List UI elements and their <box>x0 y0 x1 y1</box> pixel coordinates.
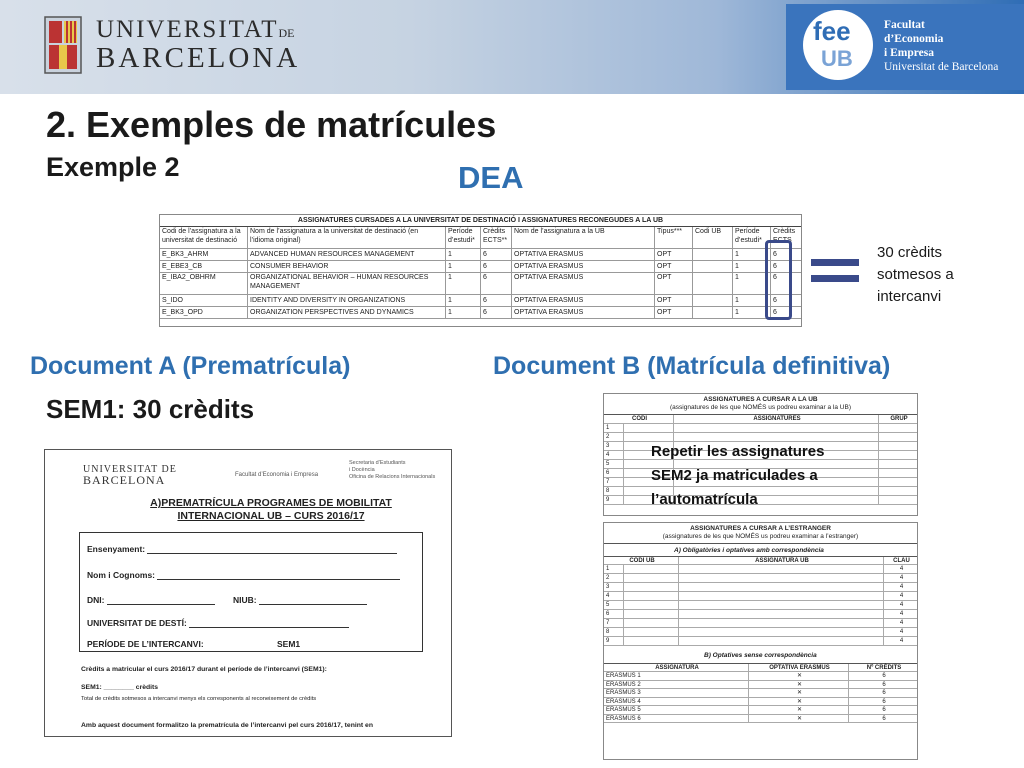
table-cell: 4 <box>604 592 624 600</box>
table-cell: 6 <box>773 297 777 304</box>
abroad-subjects-heading-line: ASSIGNATURES A CURSAR A L’ESTRANGER <box>690 525 831 532</box>
credits-note <box>877 242 954 308</box>
table-cell: ✕ <box>749 698 849 706</box>
table-cell: ERASMUS 3 <box>604 689 749 697</box>
repeat-note-line: SEM2 ja matriculades a <box>651 467 818 484</box>
table-row <box>604 672 917 681</box>
table-cell <box>679 637 884 645</box>
form-total-line: Total de crèdits sotmesos a intercanvi menys els corresponents al reconeixement de crèdits <box>81 696 317 702</box>
table-row <box>604 565 917 574</box>
table-row <box>604 424 917 433</box>
equals-sign-bottom <box>811 275 859 282</box>
table-cell: 9 <box>604 496 624 504</box>
faculty-line: d’Economia <box>884 33 944 45</box>
table-row <box>604 574 917 583</box>
table-cell <box>693 249 733 260</box>
table-row <box>604 681 917 690</box>
column-header: ASSIGNATURA UB <box>679 557 884 564</box>
column-header: Tipus*** <box>655 227 693 248</box>
equals-sign-top <box>811 259 859 266</box>
table-cell: E_IBA2_OBHRM <box>160 273 248 294</box>
table-cell: 4 <box>899 620 904 626</box>
form-title-line: INTERNACIONAL UB – CURS 2016/17 <box>177 510 365 522</box>
table-cell: OPT <box>655 249 693 260</box>
form-sem1-credits: SEM1: ________ crèdits <box>81 684 159 691</box>
table-cell: 6 <box>882 715 886 722</box>
ub-subjects-heading-line: ASSIGNATURES A CURSAR A LA UB <box>703 396 818 403</box>
table-cell: IDENTITY AND DIVERSITY IN ORGANIZATIONS <box>248 295 446 306</box>
table-cell: 1 <box>733 307 771 318</box>
table-cell <box>693 273 733 294</box>
field-label: PERÍODE DE L’INTERCANVI: <box>87 639 204 649</box>
dea-table <box>159 214 802 327</box>
column-header: Període d’estudi* <box>733 227 771 248</box>
table-row <box>160 261 801 273</box>
table-cell: OPTATIVA ERASMUS <box>512 307 655 318</box>
table-row <box>604 619 917 628</box>
fee-logo-circle <box>803 10 873 80</box>
table-row <box>160 295 801 307</box>
column-header: GRUP <box>890 416 908 422</box>
ub-line2: BARCELONA <box>96 42 301 74</box>
table-row <box>160 307 801 319</box>
column-header: Període d’estudi* <box>446 227 481 248</box>
column-header: OPTATIVA ERASMUS <box>749 664 849 671</box>
table-cell <box>679 574 884 582</box>
table-cell: 1 <box>733 249 771 260</box>
table-cell: 7 <box>604 478 624 486</box>
table-cell: E_BK3_OPD <box>160 307 248 318</box>
section-b-label: B) Optatives sense correspondència <box>704 652 817 659</box>
table-cell: 6 <box>773 251 777 258</box>
table-cell: 1 <box>733 261 771 272</box>
table-cell: ✕ <box>749 715 849 723</box>
table-cell: 6 <box>882 698 886 705</box>
table-cell: 5 <box>604 460 624 468</box>
table-cell: 1 <box>733 295 771 306</box>
dea-table-body <box>160 249 801 319</box>
table-cell <box>624 583 679 591</box>
table-cell: ✕ <box>749 681 849 689</box>
form-secretaria-line: Oficina de Relacions Internacionals <box>349 474 436 480</box>
field-line[interactable] <box>147 545 397 554</box>
ub-subjects-heading <box>604 394 917 415</box>
field-label: Nom i Cognoms: <box>87 570 155 580</box>
table-cell: 6 <box>481 307 512 318</box>
credits-highlight <box>765 240 792 320</box>
table-cell: 6 <box>773 309 777 316</box>
form-secretaria-line: Secretaria d’Estudiants <box>349 460 406 466</box>
dea-table-header-row <box>160 227 801 249</box>
table-cell: 2 <box>604 574 624 582</box>
table-cell: 1 <box>446 273 481 294</box>
table-cell <box>879 451 917 459</box>
table-cell <box>624 574 679 582</box>
table-cell: 1 <box>446 249 481 260</box>
table-cell <box>693 307 733 318</box>
table-cell: E_BK3_AHRM <box>160 249 248 260</box>
abroad-a-body <box>604 565 917 646</box>
column-header: CODI UB <box>604 557 679 564</box>
table-cell: CONSUMER BEHAVIOR <box>248 261 446 272</box>
table-row <box>604 592 917 601</box>
table-cell <box>679 601 884 609</box>
form-ub-line: BARCELONA <box>83 473 166 487</box>
table-cell: ORGANIZATIONAL BEHAVIOR – HUMAN RESOURCES MANAGEMENT <box>248 273 446 294</box>
table-cell: OPTATIVA ERASMUS <box>512 273 655 294</box>
table-cell: 4 <box>899 638 904 644</box>
table-cell <box>679 628 884 636</box>
table-cell: 7 <box>604 619 624 627</box>
faculty-line: Universitat de Barcelona <box>884 61 999 73</box>
table-cell <box>624 619 679 627</box>
table-cell <box>879 424 917 432</box>
table-cell <box>693 261 733 272</box>
table-cell: 8 <box>604 487 624 495</box>
table-row <box>604 715 917 724</box>
form-secretaria <box>349 460 435 481</box>
table-cell: 6 <box>481 273 512 294</box>
table-cell: 4 <box>899 629 904 635</box>
ub-subjects-heading-line: (assignatures de les que NOMÉS us podreu examinar a la UB) <box>669 404 851 411</box>
table-cell <box>674 424 879 432</box>
table-cell: OPT <box>655 295 693 306</box>
table-cell: 6 <box>882 707 886 713</box>
column-header: ASSIGNATURA <box>604 664 749 671</box>
table-cell: OPTATIVA ERASMUS <box>512 249 655 260</box>
table-cell <box>693 295 733 306</box>
form-faculty: Facultat d’Economia i Empresa <box>235 472 319 478</box>
table-cell: 4 <box>899 566 904 572</box>
table-cell: ADVANCED HUMAN RESOURCES MANAGEMENT <box>248 249 446 260</box>
field-universitat <box>87 618 349 628</box>
form-ub-logo <box>83 464 177 486</box>
table-row <box>604 698 917 707</box>
table-cell: 1 <box>446 295 481 306</box>
repeat-note-line: Repetir les assignatures <box>651 443 825 460</box>
credits-note-line: sotmesos a <box>877 266 954 283</box>
table-row <box>604 706 917 715</box>
table-row <box>160 249 801 261</box>
table-cell <box>624 628 679 636</box>
table-cell <box>679 583 884 591</box>
form-secretaria-line: i Docència <box>349 467 375 473</box>
table-cell: 4 <box>899 593 904 599</box>
table-cell: 6 <box>481 249 512 260</box>
repeat-subjects-note <box>651 440 824 512</box>
column-header: CODI <box>604 415 674 423</box>
table-cell: 1 <box>604 565 624 573</box>
table-cell <box>679 610 884 618</box>
field-line[interactable] <box>259 596 367 605</box>
credits-note-line: 30 crèdits <box>877 244 943 261</box>
table-cell: 6 <box>773 274 777 281</box>
faculty-line: i Empresa <box>884 47 934 59</box>
section-a-label: A) Obligatòries i optatives amb correspondència <box>674 547 824 554</box>
table-row <box>160 273 801 295</box>
field-nom <box>87 570 400 580</box>
table-cell <box>879 496 917 504</box>
ub-line1-suffix: DE <box>278 26 295 40</box>
table-cell <box>679 592 884 600</box>
table-cell: 4 <box>604 451 624 459</box>
table-cell: 4 <box>899 575 904 581</box>
table-cell: 6 <box>882 681 886 688</box>
table-cell: OPT <box>655 273 693 294</box>
table-row <box>604 689 917 698</box>
table-cell <box>679 619 884 627</box>
abroad-a-header-row <box>604 556 917 565</box>
table-cell: 6 <box>604 469 624 477</box>
table-cell <box>624 601 679 609</box>
table-cell: OPT <box>655 261 693 272</box>
form-footer-line: Amb aquest document formalitzo la prematrícula de l’intercanvi pel curs 2016/17, tenint en <box>81 722 373 729</box>
column-header: Codi de l’assignatura a la universitat de destinació <box>160 227 248 248</box>
column-header: Nom de l’assignatura a la universitat de destinació (en l’idioma original) <box>248 227 446 248</box>
table-cell: 4 <box>899 602 904 608</box>
abroad-subjects-heading-line: (assignatures de les que NOMÉS us podreu examinar a l’estranger) <box>662 533 859 540</box>
table-cell: 1 <box>733 273 771 294</box>
table-cell: ERASMUS 1 <box>604 672 749 680</box>
sem1-label: SEM1: 30 crèdits <box>46 394 255 424</box>
table-cell: OPTATIVA ERASMUS <box>512 261 655 272</box>
column-header: Nom de l’assignatura a la UB <box>512 227 655 248</box>
slide-title: 2. Exemples de matrícules <box>46 104 497 145</box>
form-credits-line: Crèdits a matricular el curs 2016/17 durant el període de l’intercanvi (SEM1): <box>81 666 327 673</box>
field-dni <box>87 595 215 605</box>
field-ensenyament <box>87 544 397 554</box>
field-label: Ensenyament: <box>87 544 146 554</box>
table-cell: 4 <box>899 584 904 590</box>
table-cell <box>624 424 674 432</box>
table-cell: 6 <box>604 610 624 618</box>
abroad-subjects-table <box>603 522 918 760</box>
header-banner <box>0 0 1024 94</box>
field-label: DNI: <box>87 595 105 605</box>
table-cell: ERASMUS 5 <box>604 706 749 714</box>
table-cell: 6 <box>882 690 886 696</box>
table-cell <box>624 565 679 573</box>
table-cell: ORGANIZATION PERSPECTIVES AND DYNAMICS <box>248 307 446 318</box>
table-cell: ✕ <box>749 706 849 714</box>
table-cell: ERASMUS 2 <box>604 681 749 689</box>
table-row <box>604 637 917 646</box>
table-cell: 1 <box>446 261 481 272</box>
faculty-name <box>884 18 998 74</box>
field-label: NIUB: <box>233 595 257 605</box>
table-cell: ✕ <box>749 689 849 697</box>
document-b-label: Document B (Matrícula definitiva) <box>493 352 891 380</box>
table-cell: 9 <box>604 637 624 645</box>
form-ub-line: UNIVERSITAT DE <box>83 464 177 475</box>
field-line[interactable] <box>107 596 215 605</box>
form-title <box>141 497 401 523</box>
table-row <box>604 610 917 619</box>
abroad-b-header-row <box>604 663 917 672</box>
field-periode <box>87 639 204 649</box>
table-cell: 3 <box>604 583 624 591</box>
table-cell <box>879 469 917 477</box>
table-cell: 6 <box>481 295 512 306</box>
table-cell <box>679 565 884 573</box>
table-cell: 8 <box>604 628 624 636</box>
table-cell <box>879 487 917 495</box>
column-header: Crèdits ECTS <box>773 228 796 244</box>
dea-label: DEA <box>458 160 524 195</box>
table-cell <box>879 478 917 486</box>
ub-line1: UNIVERSITAT <box>96 16 279 43</box>
table-row <box>604 628 917 637</box>
field-periode-value: SEM1 <box>277 639 301 649</box>
table-cell: 5 <box>604 601 624 609</box>
column-header: ASSIGNATURES <box>674 415 879 423</box>
table-cell <box>879 460 917 468</box>
ub-shield-logo <box>43 13 83 77</box>
field-line[interactable] <box>189 619 349 628</box>
column-header: CLAU <box>893 558 910 564</box>
field-line[interactable] <box>157 571 400 580</box>
table-cell: ✕ <box>749 672 849 680</box>
field-niub <box>233 595 367 605</box>
document-a-label: Document A (Prematrícula) <box>30 352 351 380</box>
column-header: Nº CRÈDITS <box>866 665 902 671</box>
table-cell: 6 <box>882 673 886 679</box>
column-header: Codi UB <box>693 227 733 248</box>
field-label: UNIVERSITAT DE DESTÍ: <box>87 618 187 628</box>
table-cell <box>624 610 679 618</box>
repeat-note-line: l’automatrícula <box>651 491 758 508</box>
ub-subjects-header-row <box>604 415 917 424</box>
table-cell: ERASMUS 4 <box>604 698 749 706</box>
table-cell: S_IDO <box>160 295 248 306</box>
fee-logo-bottom: UB <box>821 46 853 71</box>
table-row <box>604 601 917 610</box>
abroad-b-body <box>604 672 917 723</box>
table-cell: OPTATIVA ERASMUS <box>512 295 655 306</box>
table-cell: 1 <box>446 307 481 318</box>
table-cell: 1 <box>604 424 624 432</box>
table-cell: 6 <box>773 263 777 270</box>
table-cell: OPT <box>655 307 693 318</box>
table-row <box>604 583 917 592</box>
table-cell <box>624 592 679 600</box>
table-cell: 3 <box>604 442 624 450</box>
credits-note-line: intercanvi <box>877 288 942 305</box>
form-title-line: A)PREMATRÍCULA PROGRAMES DE MOBILITAT <box>150 497 392 509</box>
table-cell <box>879 442 917 450</box>
table-cell <box>624 637 679 645</box>
ub-wordmark <box>96 16 300 75</box>
prematricula-form <box>44 449 452 737</box>
faculty-line: Facultat <box>884 19 925 31</box>
table-cell: 4 <box>899 611 904 617</box>
slide-subtitle: Exemple 2 <box>46 152 180 182</box>
fee-logo-top: fee <box>813 16 851 46</box>
abroad-subjects-heading <box>604 523 917 544</box>
dea-table-heading: ASSIGNATURES CURSADES A LA UNIVERSITAT DE DESTINACIÓ I ASSIGNATURES RECONEGUDES A LA UB <box>160 215 801 227</box>
table-cell: E_EBE3_CB <box>160 261 248 272</box>
column-header: Crèdits ECTS** <box>481 227 512 248</box>
table-cell: ERASMUS 6 <box>604 715 749 723</box>
table-cell: 6 <box>481 261 512 272</box>
table-cell <box>879 433 917 441</box>
table-cell: 2 <box>604 433 624 441</box>
